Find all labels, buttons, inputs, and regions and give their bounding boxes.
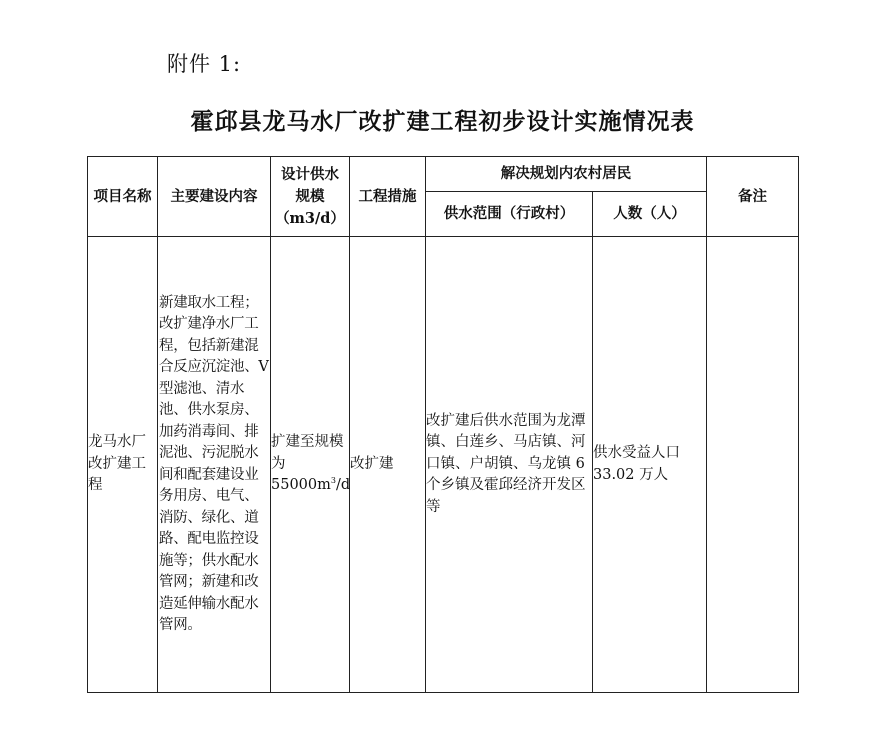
- attachment-label: 附件 1:: [167, 52, 242, 76]
- cell-design-capacity: [271, 237, 350, 693]
- cell-capacity-text: 扩建至规模为 55000m: [271, 434, 344, 494]
- header-measures: 工程措施: [350, 157, 426, 237]
- cell-population: 供水受益人口 33.02 万人: [593, 237, 707, 693]
- header-main-content: 主要建设内容: [158, 157, 271, 237]
- header-remarks: 备注: [707, 157, 799, 237]
- header-design-capacity-unit: （m3/d）: [275, 209, 345, 227]
- cell-capacity-sup: 3: [330, 476, 336, 486]
- cell-project-name: 龙马水厂改扩建工程: [88, 237, 158, 693]
- cell-capacity-suffix: /d: [335, 477, 351, 494]
- implementation-table: [87, 156, 799, 693]
- header-project-name: 项目名称: [88, 157, 158, 237]
- cell-supply-range: 改扩建后供水范围为龙潭镇、白莲乡、马店镇、河口镇、户胡镇、乌龙镇 6 个乡镇及霍邱经济开发区等: [426, 237, 593, 693]
- header-design-capacity-line1: 设计供水: [281, 165, 339, 183]
- header-row-top: [88, 157, 799, 192]
- table-row: [88, 237, 799, 693]
- document-title: 霍邱县龙马水厂改扩建工程初步设计实施情况表: [190, 108, 695, 135]
- cell-measures: 改扩建: [350, 237, 426, 693]
- header-supply-range: 供水范围（行政村）: [426, 192, 593, 237]
- header-population: 人数（人）: [593, 192, 707, 237]
- cell-main-content: 新建取水工程；改扩建净水厂工程，包括新建混合反应沉淀池、V 型滤池、清水池、供水泵房、加药消毒间、排泥池、污泥脱水间和配套建设业务用房、电气、消防、绿化、道路、配电监控设施等；供水配水管网；新建和改造延伸输水配水管网。: [158, 237, 271, 693]
- header-rural-group: 解决规划内农村居民: [426, 157, 707, 192]
- cell-remarks: [707, 237, 799, 693]
- header-design-capacity-line2: 规模: [295, 187, 325, 205]
- header-design-capacity: [271, 157, 350, 237]
